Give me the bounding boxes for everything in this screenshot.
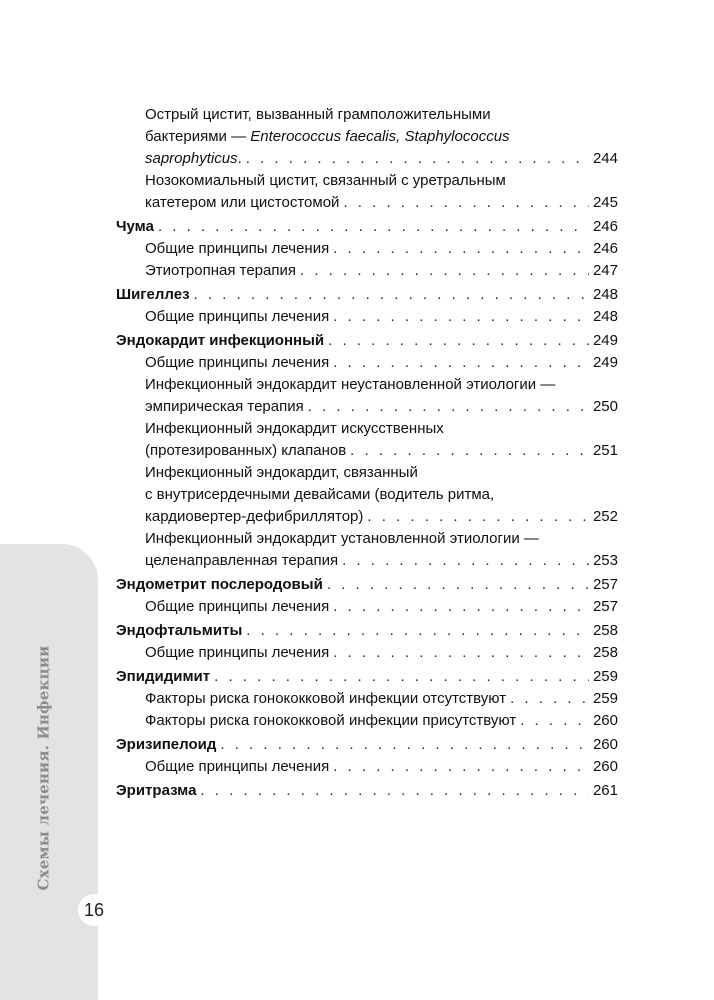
toc-entry-row <box>145 148 618 170</box>
toc-page-number: 249 <box>592 332 618 349</box>
toc-subentry[interactable] <box>116 596 618 618</box>
toc-entry-text: Эризипелоид <box>116 736 217 753</box>
toc-entry-title <box>145 352 329 374</box>
toc-page-number: 253 <box>592 552 618 569</box>
toc-entry-title <box>116 666 210 688</box>
toc-page-number: 246 <box>592 240 618 257</box>
toc-entry-text: кардиовертер-дефибриллятор) <box>145 508 364 525</box>
dot-leader <box>333 238 589 260</box>
toc-page-number: 260 <box>592 712 618 729</box>
toc-entry-title <box>116 620 242 642</box>
toc-entry-line: Нозокомиальный цистит, связанный с уретральным <box>145 172 506 189</box>
toc-entry-title <box>116 574 323 596</box>
toc-subentry[interactable] <box>116 528 618 572</box>
toc-heading[interactable] <box>116 620 618 642</box>
toc-page-number: 247 <box>592 262 618 279</box>
toc-heading[interactable] <box>116 216 618 238</box>
dot-leader <box>342 550 589 572</box>
toc-entry-text: катетером или цистостомой <box>145 194 340 211</box>
toc-page-number: 246 <box>592 218 618 235</box>
toc-entry-title <box>145 306 329 328</box>
toc-entry-text: Общие принципы лечения <box>145 598 330 615</box>
toc-subentry[interactable] <box>116 352 618 374</box>
toc-subentry[interactable] <box>116 260 618 282</box>
toc-entry-line: Острый цистит, вызванный грамположительными <box>145 106 491 123</box>
toc-entry-title <box>145 506 363 528</box>
dot-leader <box>510 688 589 710</box>
toc-entry-row <box>116 620 618 642</box>
dot-leader <box>328 330 589 352</box>
toc-subentry[interactable] <box>116 418 618 462</box>
toc-page-number: 260 <box>592 758 618 775</box>
toc-entry-text: Общие принципы лечения <box>145 240 330 257</box>
toc-entry-title <box>145 148 242 170</box>
toc-entry-title <box>145 710 516 732</box>
toc-entry-text: целенаправленная терапия <box>145 552 339 569</box>
toc-entry-row <box>145 192 618 214</box>
toc-entry-text: Общие принципы лечения <box>145 354 330 371</box>
toc-entry-title <box>116 734 216 756</box>
dot-leader <box>333 642 589 664</box>
dot-leader <box>333 756 589 778</box>
toc-entry-title <box>145 688 506 710</box>
toc-entry-text: Факторы риска гонококковой инфекции отсутствуют <box>145 690 507 707</box>
dot-leader <box>520 710 589 732</box>
toc-page-number: 248 <box>592 286 618 303</box>
toc-entry-italic: saprophyticus <box>145 150 238 167</box>
dot-leader <box>333 596 589 618</box>
toc-entry-line: Инфекционный эндокардит, связанный <box>145 464 418 481</box>
toc-entry-title <box>145 642 329 664</box>
toc-entry-title <box>145 550 338 572</box>
toc-entry-text: . <box>237 150 242 167</box>
toc-entry-text: эмпирическая терапия <box>145 398 304 415</box>
toc-entry-row <box>145 506 618 528</box>
toc-page-number: 244 <box>592 150 618 167</box>
dot-leader <box>343 192 589 214</box>
toc-entry-title <box>145 260 296 282</box>
dot-leader <box>333 352 589 374</box>
toc-entry-row <box>145 396 618 418</box>
toc-entry-row <box>116 574 618 596</box>
toc-entry-text: Общие принципы лечения <box>145 758 330 775</box>
dot-leader <box>350 440 589 462</box>
toc-entry-title <box>116 284 190 306</box>
toc-subentry[interactable] <box>116 306 618 328</box>
toc-entry-row <box>145 440 618 462</box>
toc-page-number: 258 <box>592 622 618 639</box>
toc-heading[interactable] <box>116 330 618 352</box>
toc-page-number: 259 <box>592 668 618 685</box>
section-title-text: Схемы лечения. Инфекции <box>34 645 53 891</box>
toc-entry-row <box>145 260 618 282</box>
toc-entry-row <box>145 710 618 732</box>
page-number: 16 <box>78 894 110 926</box>
dot-leader <box>367 506 589 528</box>
toc-page-number: 249 <box>592 354 618 371</box>
toc-entry-text: Шигеллез <box>116 286 190 303</box>
toc-entry-line <box>145 126 618 148</box>
toc-entry-row <box>145 756 618 778</box>
dot-leader <box>158 216 589 238</box>
toc-entry-title <box>145 238 329 260</box>
toc-entry-text: Этиотропная терапия <box>145 262 296 279</box>
toc-entry-text: Эритразма <box>116 782 197 799</box>
dot-leader <box>300 260 589 282</box>
toc-entry-title <box>116 330 324 352</box>
toc-entry-title <box>145 596 329 618</box>
dot-leader <box>308 396 589 418</box>
toc-entry-row <box>116 330 618 352</box>
toc-page-number: 257 <box>592 598 618 615</box>
table-of-contents <box>116 104 618 802</box>
toc-page-number: 251 <box>592 442 618 459</box>
toc-entry-title <box>145 192 339 214</box>
dot-leader <box>214 666 589 688</box>
toc-subentry[interactable] <box>116 756 618 778</box>
dot-leader <box>220 734 589 756</box>
toc-subentry[interactable] <box>116 462 618 528</box>
dot-leader <box>327 574 589 596</box>
toc-entry-text: (протезированных) клапанов <box>145 442 347 459</box>
toc-page-number: 252 <box>592 508 618 525</box>
toc-entry-row <box>116 734 618 756</box>
toc-heading[interactable] <box>116 284 618 306</box>
toc-entry-title <box>116 780 196 802</box>
dot-leader <box>333 306 589 328</box>
toc-entry-row <box>145 688 618 710</box>
toc-subentry[interactable] <box>116 104 618 170</box>
toc-heading[interactable] <box>116 780 618 802</box>
toc-entry-title <box>145 756 329 778</box>
dot-leader <box>246 620 589 642</box>
toc-entry-row <box>145 550 618 572</box>
toc-entry-row <box>145 596 618 618</box>
dot-leader <box>194 284 589 306</box>
toc-page-number: 245 <box>592 194 618 211</box>
toc-entry-text: Эндофтальмиты <box>116 622 243 639</box>
toc-heading[interactable] <box>116 666 618 688</box>
toc-subentry[interactable] <box>116 238 618 260</box>
toc-page-number: 248 <box>592 308 618 325</box>
toc-entry-text: Общие принципы лечения <box>145 644 330 661</box>
toc-entry-line: Инфекционный эндокардит установленной этиологии — <box>145 530 539 547</box>
toc-entry-text: Общие принципы лечения <box>145 308 330 325</box>
toc-entry-title <box>116 216 154 238</box>
dot-leader <box>246 148 589 170</box>
toc-entry-text: Эпидидимит <box>116 668 211 685</box>
toc-page-number: 250 <box>592 398 618 415</box>
toc-entry-row <box>116 666 618 688</box>
toc-entry-row <box>145 642 618 664</box>
toc-entry-text: Эндометрит послеродовый <box>116 576 323 593</box>
toc-entry-text: Эндокардит инфекционный <box>116 332 325 349</box>
toc-subentry[interactable] <box>116 642 618 664</box>
toc-entry-row <box>116 284 618 306</box>
toc-page-number: 260 <box>592 736 618 753</box>
toc-subentry[interactable] <box>116 374 618 418</box>
toc-page-number: 259 <box>592 690 618 707</box>
toc-entry-row <box>145 306 618 328</box>
toc-subentry[interactable] <box>116 170 618 214</box>
toc-heading[interactable] <box>116 734 618 756</box>
toc-entry-line: с внутрисердечными девайсами (водитель ритма, <box>145 486 495 503</box>
toc-entry-text: бактериями — <box>145 128 251 145</box>
toc-page-number: 261 <box>592 782 618 799</box>
toc-heading[interactable] <box>116 574 618 596</box>
toc-entry-row <box>116 780 618 802</box>
toc-subentry[interactable] <box>116 688 618 710</box>
toc-entry-text: Факторы риска гонококковой инфекции присутствуют <box>145 712 517 729</box>
toc-entry-row <box>116 216 618 238</box>
toc-entry-italic: Enterococcus faecalis, Staphylococcus <box>250 128 510 145</box>
toc-page-number: 257 <box>592 576 618 593</box>
toc-entry-title <box>145 396 304 418</box>
toc-entry-text: Чума <box>116 218 154 235</box>
toc-subentry[interactable] <box>116 710 618 732</box>
toc-entry-title <box>145 440 346 462</box>
toc-entry-line: Инфекционный эндокардит искусственных <box>145 420 444 437</box>
dot-leader <box>200 780 589 802</box>
toc-entry-row <box>145 352 618 374</box>
section-title-vertical <box>12 645 74 891</box>
toc-entry-line: Инфекционный эндокардит неустановленной этиологии — <box>145 376 556 393</box>
toc-entry-row <box>145 238 618 260</box>
toc-page-number: 258 <box>592 644 618 661</box>
